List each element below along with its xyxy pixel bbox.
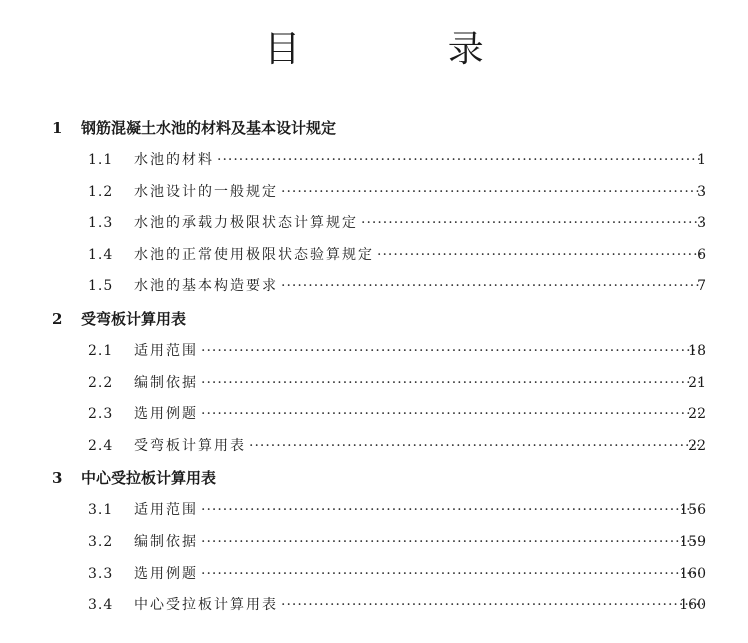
dot-leader: [201, 495, 703, 527]
chapter-title: 中心受拉板计算用表: [81, 469, 217, 488]
section-number: 1.1: [88, 152, 114, 168]
page-title: 目 录: [264, 29, 552, 70]
chapter-number: 2: [52, 309, 63, 328]
toc-entry-1-2[interactable]: [0, 177, 748, 209]
section-title: 受弯板计算用表: [134, 437, 246, 454]
page-number: 7: [697, 278, 706, 295]
page-number: 18: [688, 342, 706, 359]
table-of-contents: [0, 112, 748, 622]
section-number: 2.4: [88, 437, 114, 454]
page-number: 159: [679, 533, 706, 550]
section-title: 适用范围: [134, 502, 198, 519]
dot-leader: [201, 336, 703, 368]
section-number: 1.5: [88, 278, 114, 295]
toc-entry-2-1[interactable]: [0, 336, 748, 368]
section-number: 2.3: [88, 406, 114, 423]
page-number: 6: [697, 246, 706, 263]
chapter-2[interactable]: [0, 303, 748, 336]
section-title: 水池设计的一般规定: [134, 183, 278, 200]
section-number: 3.1: [88, 502, 114, 519]
section-title: 适用范围: [134, 342, 198, 359]
page-number: 21: [688, 374, 706, 391]
section-title: 中心受拉板计算用表: [134, 597, 278, 614]
dot-leader: [377, 240, 703, 272]
section-title: 水池的基本构造要求: [134, 278, 278, 295]
chapter-number: 1: [52, 119, 63, 137]
section-number: 3.2: [88, 533, 114, 550]
chapter-title: 受弯板计算用表: [81, 309, 187, 328]
toc-entry-2-4[interactable]: [0, 431, 748, 463]
section-number: 1.2: [88, 183, 114, 200]
toc-entry-2-2[interactable]: [0, 368, 748, 400]
page-number: 3: [697, 215, 706, 232]
section-title: 编制依据: [134, 374, 198, 391]
dot-leader: [201, 368, 703, 400]
section-number: 1.3: [88, 215, 114, 232]
dot-leader: [201, 527, 703, 559]
section-title: 水池的材料: [134, 152, 214, 168]
section-title: 编制依据: [134, 533, 198, 550]
section-title: 选用例题: [134, 406, 198, 423]
section-number: 2.2: [88, 374, 114, 391]
dot-leader: [281, 177, 703, 209]
dot-leader: [201, 399, 703, 431]
toc-entry-2-3[interactable]: [0, 399, 748, 431]
page-number: 1: [697, 152, 706, 168]
section-title: 水池的承载力极限状态计算规定: [134, 215, 358, 232]
section-title: 水池的正常使用极限状态验算规定: [134, 246, 374, 263]
toc-entry-1-1[interactable]: [0, 145, 748, 177]
toc-entry-1-4[interactable]: [0, 240, 748, 272]
page-number: 160: [679, 597, 706, 614]
dot-leader: [281, 271, 703, 303]
dot-leader: [281, 590, 703, 622]
page-number: 156: [679, 502, 706, 519]
dot-leader: [249, 431, 703, 463]
section-number: 3.3: [88, 565, 114, 582]
toc-entry-3-4[interactable]: [0, 590, 748, 622]
chapter-3[interactable]: [0, 462, 748, 495]
toc-entry-1-5[interactable]: [0, 271, 748, 303]
dot-leader: [201, 559, 703, 591]
toc-entry-3-2[interactable]: [0, 527, 748, 559]
page-number: 22: [688, 437, 706, 454]
dot-leader: [217, 145, 703, 177]
toc-entry-3-1[interactable]: [0, 495, 748, 527]
dot-leader: [361, 208, 703, 240]
chapter-number: 3: [52, 469, 63, 488]
page-number: 160: [679, 565, 706, 582]
chapter-1[interactable]: [0, 112, 748, 145]
chapter-title: 钢筋混凝土水池的材料及基本设计规定: [81, 119, 337, 137]
toc-entry-1-3[interactable]: [0, 208, 748, 240]
section-number: 2.1: [88, 342, 114, 359]
page-number: 3: [697, 183, 706, 200]
section-number: 3.4: [88, 597, 114, 614]
toc-entry-3-3[interactable]: [0, 559, 748, 591]
section-title: 选用例题: [134, 565, 198, 582]
page-number: 22: [688, 406, 706, 423]
section-number: 1.4: [88, 246, 114, 263]
